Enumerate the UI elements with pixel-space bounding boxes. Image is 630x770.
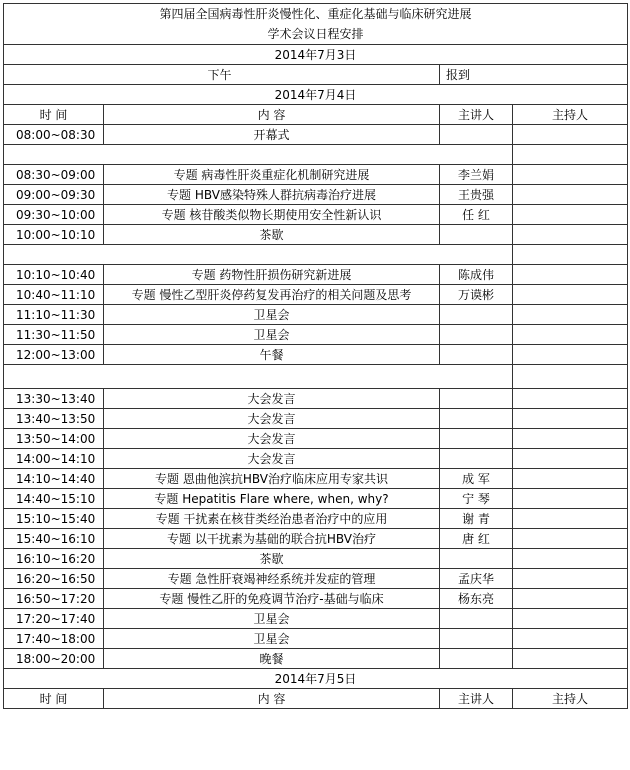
row-host (513, 449, 628, 469)
row-content: 专题 HBV感染特殊人群抗病毒治疗进展 (104, 185, 440, 205)
day1-date: 2014年7月3日 (4, 45, 628, 65)
row-speaker: 孟庆华 (440, 569, 513, 589)
row-speaker: 唐 红 (440, 529, 513, 549)
row-time: 09:30~10:00 (4, 205, 104, 225)
day3-date-row (4, 669, 628, 689)
row-content: 晚餐 (104, 649, 440, 669)
day1-session: 下午 (4, 65, 440, 85)
blank-cell (4, 365, 513, 389)
row-content: 午餐 (104, 345, 440, 365)
row-speaker (440, 449, 513, 469)
row-host (513, 185, 628, 205)
row-time: 10:00~10:10 (4, 225, 104, 245)
schedule-row (4, 629, 628, 649)
row-content: 专题 药物性肝损伤研究新进展 (104, 265, 440, 285)
row-time: 10:10~10:40 (4, 265, 104, 285)
row-host (513, 569, 628, 589)
schedule-row (4, 345, 628, 365)
title-line-2: 学术会议日程安排 (267, 27, 364, 41)
day3-header-row (4, 689, 628, 709)
row-host (513, 409, 628, 429)
row-content: 专题 Hepatitis Flare where, when, why? (104, 489, 440, 509)
row-time: 16:20~16:50 (4, 569, 104, 589)
header-host: 主持人 (513, 105, 628, 125)
row-content: 茶歇 (104, 549, 440, 569)
row-time: 17:40~18:00 (4, 629, 104, 649)
schedule-row (4, 469, 628, 489)
schedule-row (4, 225, 628, 245)
day1-activity: 报到 (440, 65, 628, 85)
schedule-row (4, 449, 628, 469)
blank-cell (513, 365, 628, 389)
row-content: 专题 恩曲他滨抗HBV治疗临床应用专家共识 (104, 469, 440, 489)
row-content: 专题 病毒性肝炎重症化机制研究进展 (104, 165, 440, 185)
blank-row (4, 145, 628, 165)
day3-date: 2014年7月5日 (4, 669, 628, 689)
header-content: 内 容 (104, 689, 440, 709)
row-content: 专题 核苷酸类似物长期使用安全性新认识 (104, 205, 440, 225)
row-speaker (440, 429, 513, 449)
row-time: 08:00~08:30 (4, 125, 104, 145)
row-time: 16:50~17:20 (4, 589, 104, 609)
header-speaker: 主讲人 (440, 689, 513, 709)
row-host (513, 345, 628, 365)
row-content: 大会发言 (104, 429, 440, 449)
row-content: 专题 急性肝衰竭神经系统并发症的管理 (104, 569, 440, 589)
row-speaker (440, 549, 513, 569)
row-speaker: 任 红 (440, 205, 513, 225)
title-line-1: 第四届全国病毒性肝炎慢性化、重症化基础与临床研究进展 (159, 7, 472, 21)
schedule-row (4, 609, 628, 629)
row-speaker (440, 389, 513, 409)
row-host (513, 529, 628, 549)
schedule-row (4, 285, 628, 305)
row-content: 卫星会 (104, 609, 440, 629)
day1-session-row (4, 65, 628, 85)
day3-section (4, 669, 628, 709)
row-host (513, 165, 628, 185)
row-speaker (440, 305, 513, 325)
header-speaker: 主讲人 (440, 105, 513, 125)
row-time: 13:50~14:00 (4, 429, 104, 449)
row-content: 专题 干扰素在核苷类经治患者治疗中的应用 (104, 509, 440, 529)
row-time: 15:40~16:10 (4, 529, 104, 549)
row-content: 卫星会 (104, 305, 440, 325)
row-content: 专题 慢性乙型肝炎停药复发再治疗的相关问题及思考 (104, 285, 440, 305)
blank-cell (513, 245, 628, 265)
row-time: 17:20~17:40 (4, 609, 104, 629)
day2-date: 2014年7月4日 (4, 85, 628, 105)
schedule-table (3, 3, 628, 709)
row-speaker: 谢 青 (440, 509, 513, 529)
row-speaker: 王贵强 (440, 185, 513, 205)
row-speaker: 杨东亮 (440, 589, 513, 609)
schedule-row (4, 429, 628, 449)
schedule-row (4, 549, 628, 569)
schedule-row (4, 489, 628, 509)
schedule-title (4, 4, 628, 45)
row-time: 14:40~15:10 (4, 489, 104, 509)
row-host (513, 205, 628, 225)
row-host (513, 429, 628, 449)
schedule-row (4, 529, 628, 549)
title-row (4, 4, 628, 45)
row-host (513, 265, 628, 285)
day2-header-row (4, 105, 628, 125)
blank-row (4, 365, 628, 389)
row-time: 13:30~13:40 (4, 389, 104, 409)
row-host (513, 325, 628, 345)
schedule-row (4, 265, 628, 285)
row-time: 15:10~15:40 (4, 509, 104, 529)
row-speaker (440, 125, 513, 145)
row-host (513, 285, 628, 305)
row-speaker (440, 325, 513, 345)
day2-date-row (4, 85, 628, 105)
row-time: 14:00~14:10 (4, 449, 104, 469)
row-speaker (440, 345, 513, 365)
schedule-row (4, 205, 628, 225)
row-host (513, 549, 628, 569)
row-time: 18:00~20:00 (4, 649, 104, 669)
row-time: 10:40~11:10 (4, 285, 104, 305)
row-time: 12:00~13:00 (4, 345, 104, 365)
schedule-row (4, 389, 628, 409)
row-content: 专题 以干扰素为基础的联合抗HBV治疗 (104, 529, 440, 549)
row-host (513, 629, 628, 649)
row-host (513, 225, 628, 245)
row-speaker (440, 629, 513, 649)
row-speaker: 成 军 (440, 469, 513, 489)
schedule-row (4, 165, 628, 185)
row-content: 大会发言 (104, 409, 440, 429)
row-speaker (440, 609, 513, 629)
row-content: 茶歇 (104, 225, 440, 245)
row-host (513, 125, 628, 145)
row-time: 11:30~11:50 (4, 325, 104, 345)
row-host (513, 509, 628, 529)
row-speaker (440, 649, 513, 669)
row-speaker: 万谟彬 (440, 285, 513, 305)
row-time: 16:10~16:20 (4, 549, 104, 569)
row-host (513, 609, 628, 629)
blank-row (4, 245, 628, 265)
blank-cell (513, 145, 628, 165)
schedule-body (4, 4, 628, 125)
schedule-row (4, 509, 628, 529)
row-time: 11:10~11:30 (4, 305, 104, 325)
schedule-row (4, 649, 628, 669)
schedule-row (4, 305, 628, 325)
blank-cell (4, 245, 513, 265)
header-content: 内 容 (104, 105, 440, 125)
header-time: 时 间 (4, 105, 104, 125)
row-speaker: 李兰娟 (440, 165, 513, 185)
day1-date-row (4, 45, 628, 65)
header-host: 主持人 (513, 689, 628, 709)
row-host (513, 489, 628, 509)
row-host (513, 589, 628, 609)
schedule-row (4, 589, 628, 609)
row-time: 14:10~14:40 (4, 469, 104, 489)
blank-cell (4, 145, 513, 165)
schedule-row (4, 409, 628, 429)
row-speaker (440, 225, 513, 245)
row-time: 08:30~09:00 (4, 165, 104, 185)
row-host (513, 389, 628, 409)
row-content: 卫星会 (104, 325, 440, 345)
row-content: 大会发言 (104, 449, 440, 469)
row-time: 09:00~09:30 (4, 185, 104, 205)
row-content: 开幕式 (104, 125, 440, 145)
row-speaker: 宁 琴 (440, 489, 513, 509)
schedule-row (4, 569, 628, 589)
schedule-row (4, 325, 628, 345)
row-content: 专题 慢性乙肝的免疫调节治疗-基础与临床 (104, 589, 440, 609)
day2-rows (4, 125, 628, 669)
row-host (513, 305, 628, 325)
row-time: 13:40~13:50 (4, 409, 104, 429)
header-time: 时 间 (4, 689, 104, 709)
schedule-row (4, 185, 628, 205)
row-content: 大会发言 (104, 389, 440, 409)
schedule-row (4, 125, 628, 145)
row-speaker (440, 409, 513, 429)
row-speaker: 陈成伟 (440, 265, 513, 285)
row-content: 卫星会 (104, 629, 440, 649)
row-host (513, 469, 628, 489)
row-host (513, 649, 628, 669)
